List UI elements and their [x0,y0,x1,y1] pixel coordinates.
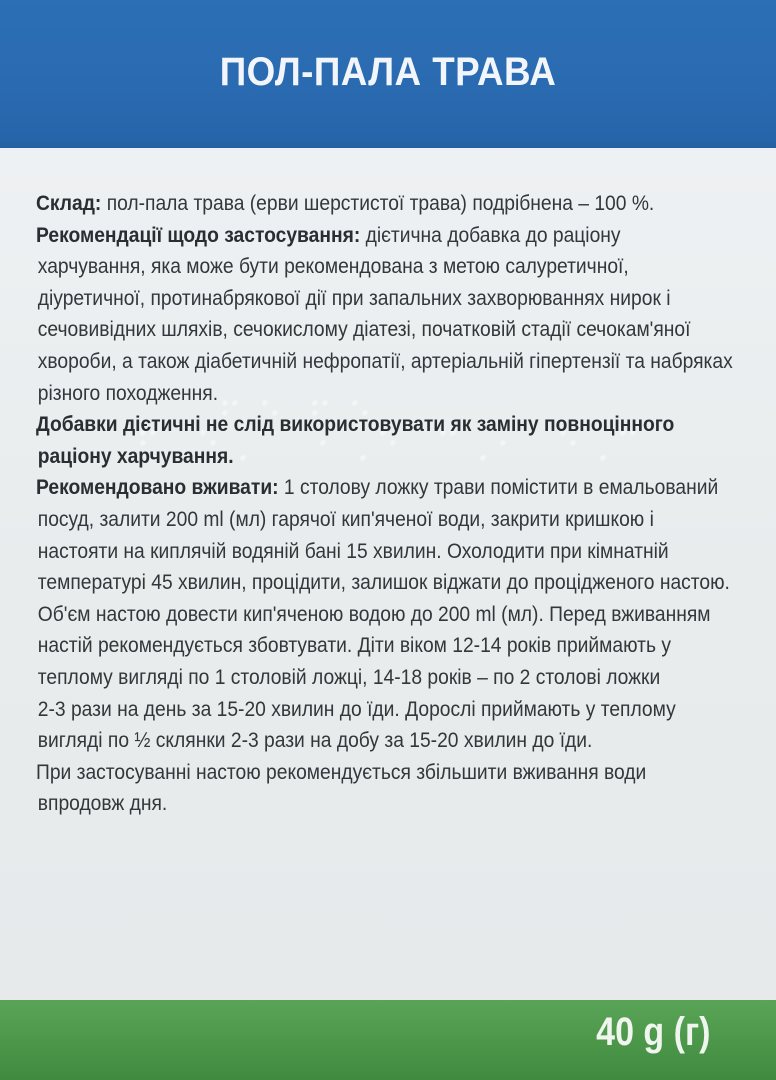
usage-text-1: 1 столову ложку трави помістити в емальований [278,475,719,500]
recommendations-line-1 [36,220,684,252]
usage-line-9: вигляді по ½ склянки 2-3 рази на добу за 15-20 хвилин до їди. [37,728,593,753]
info-text [36,188,756,820]
recommendations-line-2: харчування, яка може бути рекомендована з метою салуретичної, [37,254,629,279]
recommendations-line-5: хвороби, а також діабетичній нефропатії, артеріальній гіпертензії та набряках [37,348,733,373]
recommendations-text-1: дієтична добавка до раціону [360,222,621,247]
composition-label: Склад: [36,191,102,215]
recommendations-line-4: сечовивідних шляхів, сечокислому діатезі, початковій стадії сечокам'яної [37,317,691,342]
warning-line-2: раціону харчування. [37,443,234,468]
recommendations-label: Рекомендації щодо застосування: [36,222,361,247]
recommendations-line-6: різного походження. [37,380,219,405]
usage-line-6: настій рекомендується збовтувати. Діти віком 12-14 років приймають у [37,633,671,658]
usage-line-1 [36,472,719,504]
usage-line-5: Об'єм настою довести кип'яченою водою до 200 ml (мл). Перед вживанням [37,601,711,626]
recommendations-line-3: діуретичної, протинабрякової дії при запальних захворюваннях нирок і [37,285,671,310]
usage-line-2: посуд, залити 200 ml (мл) гарячої кип'яченої води, закрити кришкою і [37,506,654,531]
usage-line-7: теплому вигляді по 1 столовій ложці, 14-18 років – по 2 столові ложки [37,664,661,689]
usage-line-4: температурі 45 хвилин, процідити, залишок віджати до процідженого настою. [37,570,730,595]
note-line-2: впродовж дня. [37,791,168,816]
usage-label: Рекомендовано вживати: [36,475,279,500]
usage-line-8: 2-3 рази на день за 15-20 хвилин до їди. Дорослі приймають у теплому [37,696,676,721]
net-weight: 40 g (г) [595,1010,710,1054]
composition-line [36,188,684,220]
warning-line-1: Добавки дієтичні не слід використовувати як заміну повноцінного [36,412,675,437]
composition-text: пол-пала трава (ерви шерстистої трава) подрібнена – 100 %. [101,191,655,215]
note-line-1: При застосуванні настою рекомендується збільшити вживання води [36,759,647,784]
usage-line-3: настояти на киплячій водяній бані 15 хвилин. Охолодити при кімнатній [37,538,669,563]
product-title: ПОЛ-ПАЛА ТРАВА [219,50,557,94]
